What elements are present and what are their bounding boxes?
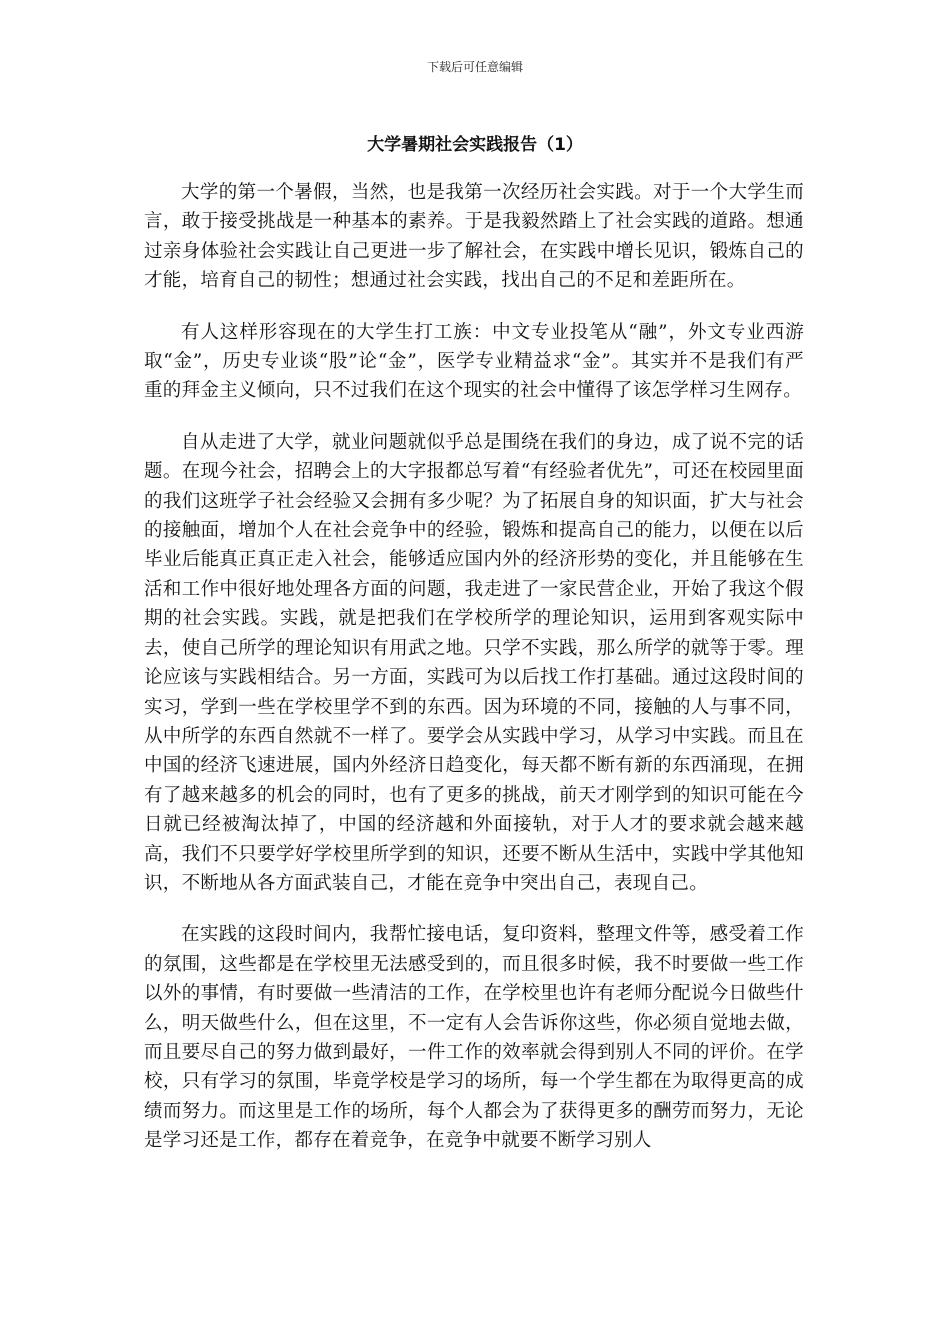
document-title: 大学暑期社会实践报告（1） <box>367 135 583 155</box>
paragraph-3: 自从走进了大学，就业问题就似乎总是围绕在我们的身边，成了说不完的话题。在现今社会，招聘会上的大字报都总写着“有经验者优先”，可还在校园里面的我们这班学子社会经验又会拥有多少呢？为了拓展自身的知识面，扩大与社会的接触面，增加个人在社会竞争中的经验，锻炼和提高自己的能力，以便在以后毕业后能真正真正走入社会，能够适应国内外的经济形势的变化，并且能够在生活和工作中很好地处理各方面的问题，我走进了一家民营企业，开始了我这个假期的社会实践。实践，就是把我们在学校所学的理论知识，运用到客观实际中去，使自己所学的理论知识有用武之地。只学不实践，那么所学的就等于零。理论应该与实践相结合。另一方面，实践可为以后找工作打基础。通过这段时间的实习，学到一些在学校里学不到的东西。因为环境的不同，接触的人与事不同，从中所学的东西自然就不一样了。要学会从实践中学习，从学习中实践。而且在中国的经济飞速进展，国内外经济日趋变化，每天都不断有新的东西涌现，在拥有了越来越多的机会的同时，也有了更多的挑战，前天才刚学到的知识可能在今日就已经被淘汰掉了，中国的经济越和外面接轨，对于人才的要求就会越来越高，我们不只要学好学校里所学到的知识，还要不断从生活中，实践中学其他知识，不断地从各方面武装自己，才能在竞争中突出自己，表现自己。 <box>144 431 804 894</box>
document-body <box>144 178 804 1178</box>
header-note: 下载后可任意编辑 <box>426 60 523 74</box>
paragraph-1: 大学的第一个暑假，当然，也是我第一次经历社会实践。对于一个大学生而言，敢于接受挑战是一种基本的素养。于是我毅然踏上了社会实践的道路。想通过亲身体验社会实践让自己更进一步了解社会，在实践中增长见识，锻炼自己的才能，培育自己的韧性；想通过社会实践，找出自己的不足和差距所在。 <box>144 182 804 292</box>
paragraph-4: 在实践的这段时间内，我帮忙接电话，复印资料，整理文件等，感受着工作的氛围，这些都是在学校里无法感受到的，而且很多时候，我不时要做一些工作以外的事情，有时要做一些清洁的工作，在学校里也许有老师分配说今日做些什么，明天做些什么，但在这里，不一定有人会告诉你这些，你必须自觉地去做，而且要尽自己的努力做到最好，一件工作的效率就会得到别人不同的评价。在学校，只有学习的氛围，毕竟学校是学习的场所，每一个学生都在为取得更高的成绩而努力。而这里是工作的场所，每个人都会为了获得更多的酬劳而努力，无论是学习还是工作，都存在着竞争，在竞争中就要不断学习别人 <box>144 924 804 1152</box>
paragraph-2: 有人这样形容现在的大学生打工族：中文专业投笔从“融”，外文专业西游取“金”，历史专业谈“股”论“金”，医学专业精益求“金”。其实并不是我们有严重的拜金主义倾向，只不过我们在这个现实的社会中懂得了该怎学样习生网存。 <box>144 321 804 402</box>
